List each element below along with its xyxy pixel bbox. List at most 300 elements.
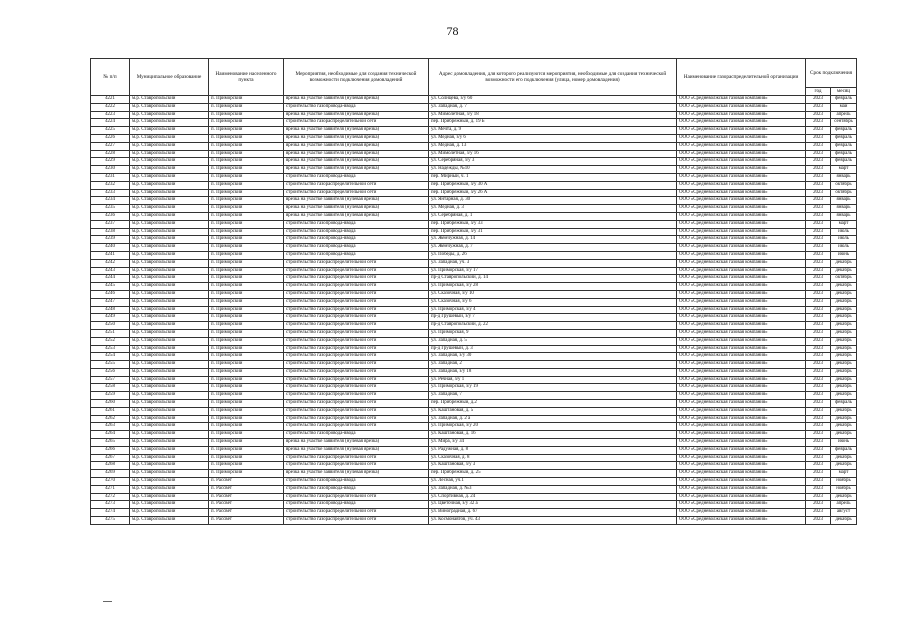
cell-address: ул. Западная, д. 5 (429, 337, 677, 345)
cell-municipality: м.р. Ставропольский (130, 329, 209, 337)
cell-num: 4244 (91, 275, 130, 283)
cell-measures: врезка на участке заявителя (нулевая врезка) (284, 439, 429, 447)
table-row (91, 485, 857, 493)
cell-address: ул. Надежды, №10 (429, 166, 677, 174)
cell-municipality: м.р. Ставропольский (130, 220, 209, 228)
table-row (91, 462, 857, 470)
cell-num: 4221 (91, 96, 130, 104)
cell-month: июнь (831, 439, 857, 447)
cell-measures: строительство газопровода-ввода (284, 228, 429, 236)
cell-gdo: ООО «Средневолжская газовая компания» (677, 314, 806, 322)
cell-measures: врезка на участке заявителя (нулевая врезка) (284, 470, 429, 478)
cell-num: 4222 (91, 103, 130, 111)
cell-gdo: ООО «Средневолжская газовая компания» (677, 407, 806, 415)
table-row (91, 134, 857, 142)
cell-measures: строительство газораспределительной сети (284, 454, 429, 462)
cell-settlement: п. Приморский (209, 470, 284, 478)
cell-measures: строительство газопровода-ввода (284, 244, 429, 252)
cell-year: 2023 (806, 353, 831, 361)
cell-year: 2023 (806, 478, 831, 486)
cell-settlement: п. Приморский (209, 290, 284, 298)
cell-municipality: м.р. Ставропольский (130, 267, 209, 275)
cell-num: 4251 (91, 329, 130, 337)
cell-settlement: п. Приморский (209, 415, 284, 423)
cell-gdo: ООО «Средневолжская газовая компания» (677, 509, 806, 517)
cell-year: 2023 (806, 127, 831, 135)
cell-settlement: п. Приморский (209, 244, 284, 252)
cell-settlement: п. Приморский (209, 337, 284, 345)
cell-settlement: п. Рассвет (209, 509, 284, 517)
cell-municipality: м.р. Ставропольский (130, 150, 209, 158)
cell-measures: строительство газораспределительной сети (284, 283, 429, 291)
cell-gdo: ООО «Средневолжская газовая компания» (677, 439, 806, 447)
cell-municipality: м.р. Ставропольский (130, 111, 209, 119)
cell-municipality: м.р. Ставропольский (130, 462, 209, 470)
cell-municipality: м.р. Ставропольский (130, 376, 209, 384)
cell-gdo: ООО «Средневолжская газовая компания» (677, 220, 806, 228)
cell-year: 2023 (806, 501, 831, 509)
cell-address: пер. Прибрежный, д.2 (429, 400, 677, 408)
table-row (91, 431, 857, 439)
cell-year: 2023 (806, 407, 831, 415)
table-row (91, 142, 857, 150)
cell-settlement: п. Приморский (209, 423, 284, 431)
cell-month: февраль (831, 158, 857, 166)
cell-municipality: м.р. Ставропольский (130, 244, 209, 252)
cell-gdo: ООО «Средневолжская газовая компания» (677, 517, 806, 525)
cell-address: пр-д Ставропольский, д. 22 (429, 322, 677, 330)
cell-measures: строительство газораспределительной сети (284, 517, 429, 525)
cell-address: ул. Цветочная, з/у 32 а (429, 501, 677, 509)
cell-measures: строительство газораспределительной сети (284, 290, 429, 298)
cell-measures: строительство газораспределительной сети (284, 345, 429, 353)
cell-num: 4268 (91, 462, 130, 470)
cell-year: 2023 (806, 111, 831, 119)
cell-num: 4246 (91, 290, 130, 298)
cell-address: ул. Победы, д. 26 (429, 251, 677, 259)
cell-gdo: ООО «Средневолжская газовая компания» (677, 283, 806, 291)
table-row (91, 345, 857, 353)
cell-address: пр-д Грушевый, д. 3 (429, 345, 677, 353)
cell-settlement: п. Приморский (209, 111, 284, 119)
cell-address: ул. Сказочная, з/у 10 (429, 290, 677, 298)
cell-settlement: п. Приморский (209, 267, 284, 275)
cell-year: 2023 (806, 119, 831, 127)
cell-municipality: м.р. Ставропольский (130, 275, 209, 283)
table-row (91, 517, 857, 525)
cell-gdo: ООО «Средневолжская газовая компания» (677, 267, 806, 275)
cell-address: ул. Жемчужная, д. 7 (429, 244, 677, 252)
cell-municipality: м.р. Ставропольский (130, 423, 209, 431)
cell-address: ул. Западная, д. 2 а (429, 415, 677, 423)
table-row (91, 197, 857, 205)
table-row (91, 189, 857, 197)
table-row (91, 127, 857, 135)
table-row (91, 501, 857, 509)
cell-gdo: ООО «Средневолжская газовая компания» (677, 96, 806, 104)
header-deadline: Срок подключения (806, 59, 857, 88)
cell-settlement: п. Приморский (209, 158, 284, 166)
cell-year: 2023 (806, 384, 831, 392)
cell-municipality: м.р. Ставропольский (130, 509, 209, 517)
cell-measures: строительство газораспределительной сети (284, 337, 429, 345)
cell-municipality: м.р. Ставропольский (130, 384, 209, 392)
cell-settlement: п. Приморский (209, 134, 284, 142)
cell-measures: врезка на участке заявителя (нулевая врезка) (284, 205, 429, 213)
cell-gdo: ООО «Средневолжская газовая компания» (677, 400, 806, 408)
cell-num: 4233 (91, 189, 130, 197)
cell-num: 4223 (91, 111, 130, 119)
cell-settlement: п. Рассвет (209, 478, 284, 486)
cell-num: 4263 (91, 423, 130, 431)
header-year: год (806, 88, 831, 96)
cell-num: 4252 (91, 337, 130, 345)
cell-municipality: м.р. Ставропольский (130, 439, 209, 447)
cell-address: ул. Медная, з/у 6 (429, 134, 677, 142)
cell-measures: врезка на участке заявителя (нулевая врезка) (284, 166, 429, 174)
cell-year: 2023 (806, 267, 831, 275)
cell-month: декабрь (831, 376, 857, 384)
cell-month: декабрь (831, 454, 857, 462)
cell-address: пер. Прибрежный, д. 19 Б (429, 119, 677, 127)
cell-settlement: п. Приморский (209, 400, 284, 408)
table-row (91, 446, 857, 454)
cell-address: ул. Радужная, д. 8 (429, 446, 677, 454)
cell-settlement: п. Приморский (209, 197, 284, 205)
cell-settlement: п. Приморский (209, 368, 284, 376)
cell-year: 2023 (806, 485, 831, 493)
table-row (91, 376, 857, 384)
table-row (91, 353, 857, 361)
cell-gdo: ООО «Средневолжская газовая компания» (677, 228, 806, 236)
cell-measures: строительство газораспределительной сети (284, 181, 429, 189)
cell-month: июль (831, 228, 857, 236)
cell-municipality: м.р. Ставропольский (130, 400, 209, 408)
cell-address: ул. Западная, 7 (429, 392, 677, 400)
cell-measures: строительство газораспределительной сети (284, 314, 429, 322)
cell-year: 2023 (806, 361, 831, 369)
cell-municipality: м.р. Ставропольский (130, 96, 209, 104)
cell-month: январь (831, 205, 857, 213)
header-municipality: Муниципальное образование (130, 59, 209, 96)
cell-num: 4235 (91, 205, 130, 213)
cell-municipality: м.р. Ставропольский (130, 290, 209, 298)
cell-num: 4230 (91, 166, 130, 174)
cell-municipality: м.р. Ставропольский (130, 103, 209, 111)
cell-num: 4265 (91, 439, 130, 447)
table-row (91, 150, 857, 158)
cell-year: 2023 (806, 236, 831, 244)
table-row (91, 392, 857, 400)
page-number: 78 (446, 24, 459, 38)
cell-month: август (831, 509, 857, 517)
cell-municipality: м.р. Ставропольский (130, 415, 209, 423)
table-row (91, 415, 857, 423)
cell-settlement: п. Приморский (209, 454, 284, 462)
cell-municipality: м.р. Ставропольский (130, 158, 209, 166)
table-row (91, 329, 857, 337)
cell-year: 2023 (806, 244, 831, 252)
cell-month: декабрь (831, 345, 857, 353)
cell-settlement: п. Приморский (209, 462, 284, 470)
cell-municipality: м.р. Ставропольский (130, 446, 209, 454)
cell-year: 2023 (806, 298, 831, 306)
cell-year: 2023 (806, 392, 831, 400)
cell-municipality: м.р. Ставропольский (130, 501, 209, 509)
cell-address: ул. Виноградная, д. 67 (429, 509, 677, 517)
header-address: Адрес домовладения, для которого реализуются мероприятия, необходимые для создания технической возможности его подключения (улица, номер домовладения) (429, 59, 677, 96)
cell-year: 2023 (806, 454, 831, 462)
cell-year: 2023 (806, 329, 831, 337)
cell-address: ул. Каштановая, д. 16 (429, 431, 677, 439)
cell-year: 2023 (806, 158, 831, 166)
cell-measures: строительство газораспределительной сети (284, 329, 429, 337)
cell-num: 4253 (91, 345, 130, 353)
cell-municipality: м.р. Ставропольский (130, 314, 209, 322)
cell-municipality: м.р. Ставропольский (130, 283, 209, 291)
cell-municipality: м.р. Ставропольский (130, 228, 209, 236)
cell-gdo: ООО «Средневолжская газовая компания» (677, 462, 806, 470)
cell-address: ул. Сказочная, з/у 6 (429, 298, 677, 306)
cell-year: 2023 (806, 283, 831, 291)
cell-address: ул. Каштановая, з/у 3 (429, 462, 677, 470)
cell-address: пр-д Грушевый, з/у 7 (429, 314, 677, 322)
cell-year: 2023 (806, 337, 831, 345)
cell-address: ул. Жемчужная, д. 14 (429, 236, 677, 244)
cell-month: ноябрь (831, 485, 857, 493)
cell-measures: строительство газораспределительной сети (284, 509, 429, 517)
cell-municipality: м.р. Ставропольский (130, 353, 209, 361)
cell-address: ул. Медная, д. 3 (429, 205, 677, 213)
cell-gdo: ООО «Средневолжская газовая компания» (677, 392, 806, 400)
cell-municipality: м.р. Ставропольский (130, 259, 209, 267)
cell-num: 4269 (91, 470, 130, 478)
cell-settlement: п. Рассвет (209, 501, 284, 509)
cell-month: декабрь (831, 283, 857, 291)
cell-month: февраль (831, 96, 857, 104)
cell-address: пер. Прибрежный, з/у 31 (429, 228, 677, 236)
cell-gdo: ООО «Средневолжская газовая компания» (677, 384, 806, 392)
cell-address: пер. Мирный, ч. 1 (429, 173, 677, 181)
cell-gdo: ООО «Средневолжская газовая компания» (677, 431, 806, 439)
table-row (91, 96, 857, 104)
cell-month: сентябрь (831, 119, 857, 127)
cell-gdo: ООО «Средневолжская газовая компания» (677, 329, 806, 337)
cell-num: 4261 (91, 407, 130, 415)
table-row (91, 298, 857, 306)
cell-address: ул. Приморская, 9 (429, 329, 677, 337)
cell-gdo: ООО «Средневолжская газовая компания» (677, 205, 806, 213)
cell-address: ул. Серебряная, д. 1 (429, 212, 677, 220)
cell-address: ул. Мимолетная, з/у 16 (429, 150, 677, 158)
cell-gdo: ООО «Средневолжская газовая компания» (677, 166, 806, 174)
cell-num: 4275 (91, 517, 130, 525)
table-row (91, 205, 857, 213)
cell-settlement: п. Приморский (209, 259, 284, 267)
cell-settlement: п. Рассвет (209, 493, 284, 501)
cell-settlement: п. Приморский (209, 181, 284, 189)
cell-settlement: п. Приморский (209, 166, 284, 174)
table-row (91, 212, 857, 220)
cell-num: 4264 (91, 431, 130, 439)
cell-num: 4270 (91, 478, 130, 486)
cell-year: 2023 (806, 96, 831, 104)
cell-municipality: м.р. Ставропольский (130, 134, 209, 142)
cell-municipality: м.р. Ставропольский (130, 127, 209, 135)
cell-gdo: ООО «Средневолжская газовая компания» (677, 103, 806, 111)
cell-settlement: п. Приморский (209, 384, 284, 392)
cell-month: февраль (831, 127, 857, 135)
cell-measures: строительство газопровода-ввода (284, 236, 429, 244)
cell-month: октябрь (831, 275, 857, 283)
table-row (91, 423, 857, 431)
cell-address: ул. Западная, з/у 18 (429, 368, 677, 376)
cell-address: ул. Космонавтов, уч. 43 (429, 517, 677, 525)
cell-address: ул. Серебряная, з/у 3 (429, 158, 677, 166)
cell-num: 4232 (91, 181, 130, 189)
cell-year: 2023 (806, 173, 831, 181)
cell-municipality: м.р. Ставропольский (130, 197, 209, 205)
table-row (91, 322, 857, 330)
cell-year: 2023 (806, 431, 831, 439)
cell-month: декабрь (831, 329, 857, 337)
cell-settlement: п. Приморский (209, 212, 284, 220)
cell-num: 4237 (91, 220, 130, 228)
cell-settlement: п. Приморский (209, 407, 284, 415)
cell-measures: строительство газораспределительной сети (284, 298, 429, 306)
cell-year: 2023 (806, 439, 831, 447)
cell-num: 4248 (91, 306, 130, 314)
cell-month: февраль (831, 142, 857, 150)
cell-settlement: п. Приморский (209, 275, 284, 283)
cell-measures: строительство газораспределительной сети (284, 275, 429, 283)
cell-gdo: ООО «Средневолжская газовая компания» (677, 158, 806, 166)
cell-gdo: ООО «Средневолжская газовая компания» (677, 501, 806, 509)
table-row (91, 220, 857, 228)
cell-settlement: п. Приморский (209, 439, 284, 447)
table-row (91, 158, 857, 166)
cell-address: пр-д Ставропольский, д. 14 (429, 275, 677, 283)
cell-measures: врезка на участке заявителя (нулевая врезка) (284, 150, 429, 158)
table-row (91, 493, 857, 501)
cell-gdo: ООО «Средневолжская газовая компания» (677, 423, 806, 431)
cell-num: 4262 (91, 415, 130, 423)
cell-gdo: ООО «Средневолжская газовая компания» (677, 368, 806, 376)
cell-month: декабрь (831, 431, 857, 439)
table-row (91, 119, 857, 127)
cell-address: ул. Западная, з/у 30 (429, 353, 677, 361)
cell-measures: строительство газопровода-ввода (284, 173, 429, 181)
table-row (91, 439, 857, 447)
cell-year: 2023 (806, 493, 831, 501)
cell-municipality: м.р. Ставропольский (130, 337, 209, 345)
cell-municipality: м.р. Ставропольский (130, 470, 209, 478)
cell-address: ул. Приморская, з/у 4 (429, 306, 677, 314)
cell-address: пер. Прибрежный, з/у 26 А (429, 189, 677, 197)
cell-year: 2023 (806, 345, 831, 353)
cell-year: 2023 (806, 376, 831, 384)
cell-month: декабрь (831, 517, 857, 525)
cell-measures: врезка на участке заявителя (нулевая врезка) (284, 142, 429, 150)
cell-gdo: ООО «Средневолжская газовая компания» (677, 119, 806, 127)
cell-measures: строительство газопровода-ввода (284, 220, 429, 228)
cell-num: 4241 (91, 251, 130, 259)
cell-address: ул. Приморская, з/у 17 (429, 267, 677, 275)
cell-year: 2023 (806, 166, 831, 174)
cell-month: февраль (831, 134, 857, 142)
cell-num: 4229 (91, 158, 130, 166)
cell-municipality: м.р. Ставропольский (130, 454, 209, 462)
cell-measures: строительство газопровода-ввода (284, 251, 429, 259)
cell-gdo: ООО «Средневолжская газовая компания» (677, 290, 806, 298)
cell-month: декабрь (831, 290, 857, 298)
cell-gdo: ООО «Средневолжская газовая компания» (677, 189, 806, 197)
header-gdo: Наименование газораспределительной организации (677, 59, 806, 96)
cell-municipality: м.р. Ставропольский (130, 345, 209, 353)
cell-gdo: ООО «Средневолжская газовая компания» (677, 236, 806, 244)
cell-num: 4234 (91, 197, 130, 205)
cell-year: 2023 (806, 446, 831, 454)
cell-gdo: ООО «Средневолжская газовая компания» (677, 259, 806, 267)
cell-num: 4247 (91, 298, 130, 306)
cell-measures: врезка на участке заявителя (нулевая врезка) (284, 134, 429, 142)
cell-month: январь (831, 212, 857, 220)
cell-settlement: п. Приморский (209, 306, 284, 314)
cell-address: пер. Прибрежный, з/у 30 А (429, 181, 677, 189)
cell-address: пер. Прибрежный, з/у 33 (429, 220, 677, 228)
cell-num: 4267 (91, 454, 130, 462)
cell-settlement: п. Приморский (209, 189, 284, 197)
cell-gdo: ООО «Средневолжская газовая компания» (677, 376, 806, 384)
cell-year: 2023 (806, 509, 831, 517)
cell-month: март (831, 220, 857, 228)
cell-year: 2023 (806, 290, 831, 298)
cell-settlement: п. Приморский (209, 96, 284, 104)
footer-dash (103, 601, 112, 602)
cell-measures: строительство газораспределительной сети (284, 376, 429, 384)
cell-year: 2023 (806, 212, 831, 220)
cell-year: 2023 (806, 181, 831, 189)
cell-municipality: м.р. Ставропольский (130, 205, 209, 213)
cell-settlement: п. Приморский (209, 322, 284, 330)
cell-measures: строительство газораспределительной сети (284, 392, 429, 400)
header-measures: Мероприятия, необходимые для создания технической возможности подключения домовладений (284, 59, 429, 96)
cell-year: 2023 (806, 470, 831, 478)
cell-month: февраль (831, 150, 857, 158)
cell-measures: строительство газораспределительной сети (284, 423, 429, 431)
cell-num: 4266 (91, 446, 130, 454)
cell-num: 4272 (91, 493, 130, 501)
cell-measures: строительство газопровода-ввода (284, 485, 429, 493)
cell-gdo: ООО «Средневолжская газовая компания» (677, 454, 806, 462)
cell-settlement: п. Приморский (209, 251, 284, 259)
cell-measures: врезка на участке заявителя (нулевая врезка) (284, 96, 429, 104)
cell-measures: строительство газопровода-ввода (284, 501, 429, 509)
cell-municipality: м.р. Ставропольский (130, 478, 209, 486)
cell-measures: врезка на участке заявителя (нулевая врезка) (284, 446, 429, 454)
cell-month: март (831, 166, 857, 174)
cell-address: ул. Западная, д. №3 (429, 485, 677, 493)
cell-year: 2023 (806, 103, 831, 111)
cell-gdo: ООО «Средневолжская газовая компания» (677, 415, 806, 423)
table-row (91, 228, 857, 236)
cell-num: 4231 (91, 173, 130, 181)
cell-measures: строительство газопровода-ввода (284, 103, 429, 111)
table-row (91, 470, 857, 478)
cell-gdo: ООО «Средневолжская газовая компания» (677, 134, 806, 142)
cell-num: 4238 (91, 228, 130, 236)
cell-address: ул. Приморская, з/у 19 (429, 384, 677, 392)
